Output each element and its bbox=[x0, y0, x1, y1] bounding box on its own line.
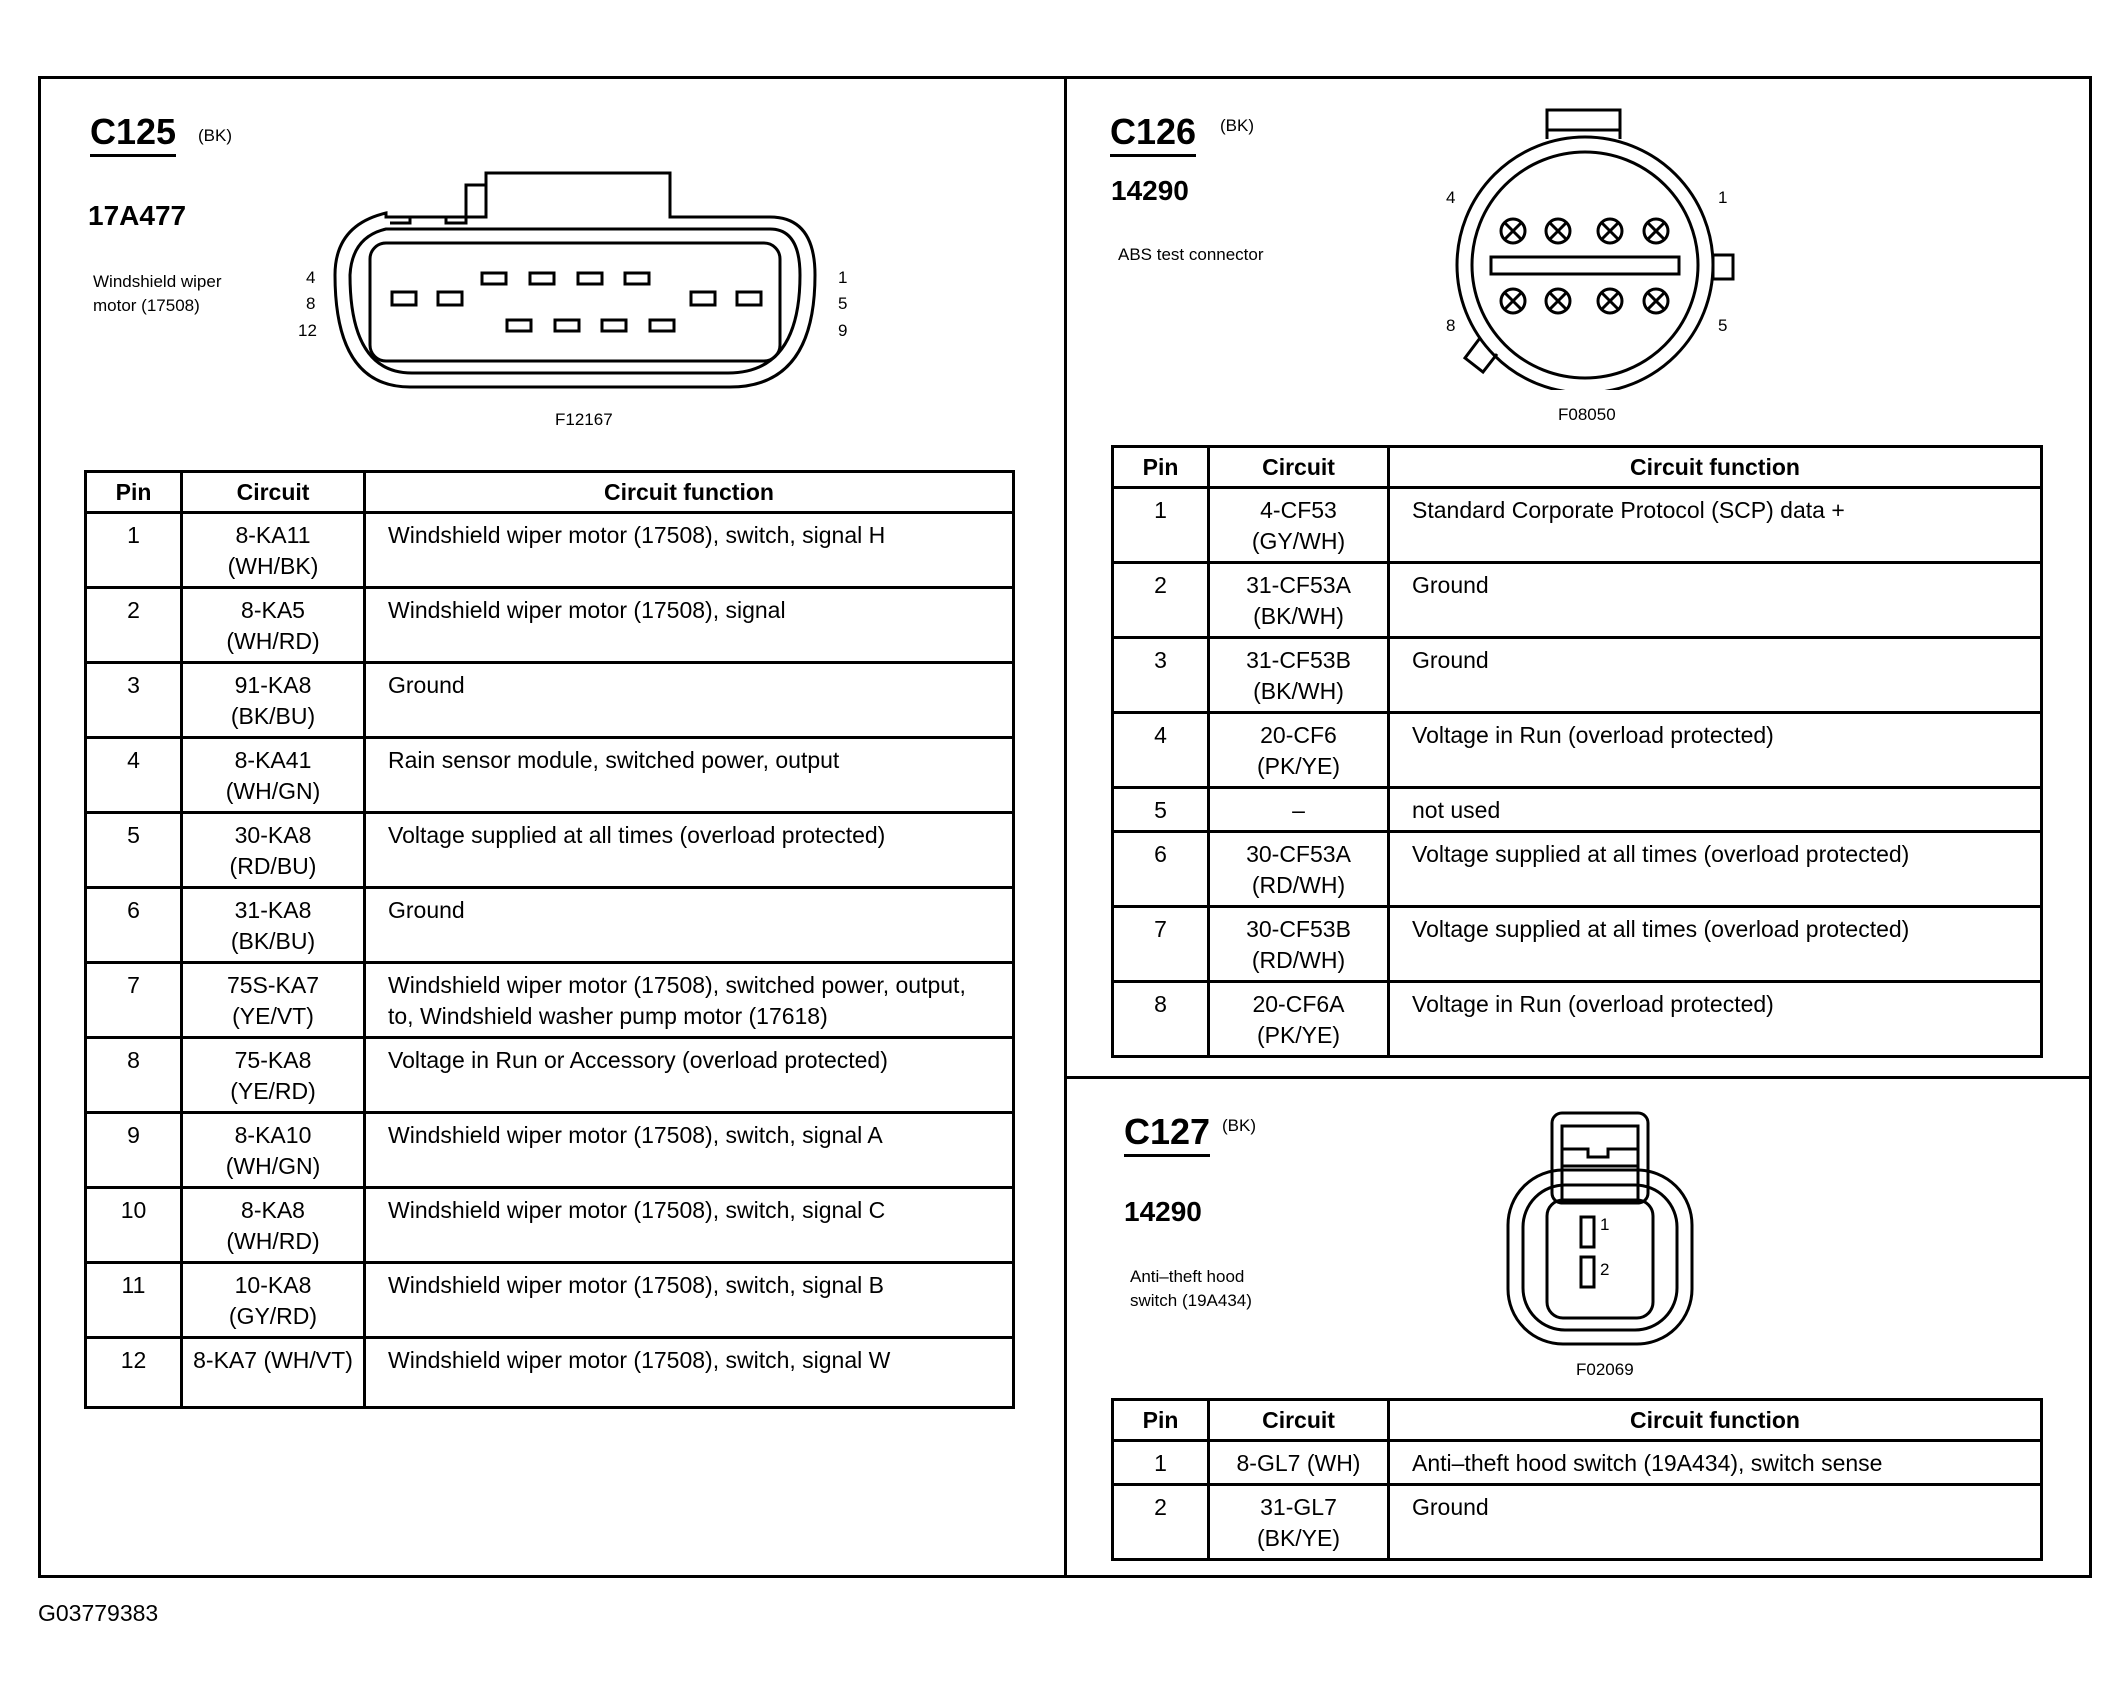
c125-pin-table bbox=[84, 470, 1015, 1409]
circuit-line: (RD/WH) bbox=[1251, 872, 1346, 898]
c127-pin-label-1: 1 bbox=[1600, 1215, 1610, 1234]
circuit-cell bbox=[1209, 1485, 1389, 1560]
circuit-line: (RD/WH) bbox=[1251, 947, 1346, 973]
pin-cell: 2 bbox=[1113, 563, 1209, 638]
circuit-line: (GY/WH) bbox=[1251, 528, 1346, 554]
pin-cell: 11 bbox=[86, 1263, 182, 1338]
c125-title: C125 bbox=[90, 112, 176, 157]
pin-cell: 7 bbox=[1113, 907, 1209, 982]
circuit-function-line: Voltage in Run (overload protected) bbox=[1412, 991, 1774, 1017]
c125-pin-label-9: 9 bbox=[838, 321, 848, 340]
circuit-function-line: Windshield wiper motor (17508), switch, signal H bbox=[388, 522, 886, 548]
table-row bbox=[1113, 1441, 2042, 1485]
pin-cell: 12 bbox=[86, 1338, 182, 1408]
c127-pin-table bbox=[1111, 1398, 2043, 1561]
circuit-function-cell bbox=[365, 513, 1014, 588]
circuit-line: 8-KA11 bbox=[235, 522, 311, 548]
circuit-line: (RD/BU) bbox=[229, 853, 317, 879]
circuit-line: (GY/RD) bbox=[228, 1303, 318, 1329]
c126-description bbox=[1118, 243, 1264, 267]
vertical-divider bbox=[1064, 76, 1067, 1578]
circuit-function-cell bbox=[1389, 1441, 2042, 1485]
c127-pin-label-2: 2 bbox=[1600, 1260, 1610, 1279]
circuit-cell bbox=[1209, 907, 1389, 982]
circuit-function-cell bbox=[1389, 982, 2042, 1057]
circuit-cell bbox=[1209, 1441, 1389, 1485]
circuit-cell bbox=[182, 888, 365, 963]
table-row bbox=[86, 813, 1014, 888]
circuit-function-cell bbox=[1389, 788, 2042, 832]
circuit-header: Circuit bbox=[182, 472, 365, 513]
circuit-function-cell bbox=[1389, 563, 2042, 638]
circuit-function-line: Ground bbox=[388, 672, 465, 698]
circuit-line: – bbox=[1292, 797, 1305, 823]
table-row bbox=[86, 738, 1014, 813]
table-row bbox=[1113, 907, 2042, 982]
c125-pin-label-5: 5 bbox=[838, 294, 848, 313]
circuit-function-line: Windshield wiper motor (17508), switch, signal C bbox=[388, 1197, 886, 1223]
c126-pin-label-5: 5 bbox=[1718, 316, 1728, 335]
circuit-line: (BK/BU) bbox=[230, 703, 316, 729]
pin-cell: 10 bbox=[86, 1188, 182, 1263]
circuit-cell bbox=[182, 813, 365, 888]
circuit-function-header: Circuit function bbox=[365, 472, 1014, 513]
circuit-line: (YE/RD) bbox=[230, 1078, 316, 1104]
c126-pin-label-1: 1 bbox=[1718, 188, 1728, 207]
table-row bbox=[86, 963, 1014, 1038]
circuit-function-cell bbox=[1389, 638, 2042, 713]
table-row bbox=[1113, 563, 2042, 638]
circuit-function-cell bbox=[1389, 488, 2042, 563]
pin-cell: 8 bbox=[1113, 982, 1209, 1057]
pin-cell: 7 bbox=[86, 963, 182, 1038]
table-row bbox=[1113, 982, 2042, 1057]
circuit-line: (BK/WH) bbox=[1253, 678, 1344, 704]
circuit-function-header: Circuit function bbox=[1389, 1400, 2042, 1441]
circuit-function-cell bbox=[1389, 832, 2042, 907]
table-row bbox=[1113, 1485, 2042, 1560]
pin-cell: 6 bbox=[1113, 832, 1209, 907]
pin-cell: 3 bbox=[1113, 638, 1209, 713]
pin-cell: 1 bbox=[1113, 488, 1209, 563]
pin-header: Pin bbox=[1113, 447, 1209, 488]
pin-cell: 3 bbox=[86, 663, 182, 738]
circuit-function-cell bbox=[365, 663, 1014, 738]
circuit-line: (BK/WH) bbox=[1253, 603, 1344, 629]
circuit-function-cell bbox=[365, 1038, 1014, 1113]
circuit-line: (PK/YE) bbox=[1256, 753, 1341, 779]
circuit-function-line: Voltage in Run (overload protected) bbox=[1412, 722, 1774, 748]
circuit-line: (BK/YE) bbox=[1256, 1525, 1341, 1551]
table-row bbox=[86, 588, 1014, 663]
circuit-function-line: Rain sensor module, switched power, output bbox=[388, 747, 840, 773]
c125-table-header-row bbox=[86, 472, 1014, 513]
c126-table-header-row bbox=[1113, 447, 2042, 488]
table-row bbox=[1113, 713, 2042, 788]
c125-color: (BK) bbox=[198, 126, 232, 145]
circuit-header: Circuit bbox=[1209, 447, 1389, 488]
table-row bbox=[1113, 638, 2042, 713]
circuit-line: 31-CF53A bbox=[1246, 572, 1351, 598]
c127-table-header-row bbox=[1113, 1400, 2042, 1441]
circuit-cell bbox=[182, 1113, 365, 1188]
circuit-line: 30-KA8 bbox=[234, 822, 312, 848]
pin-cell: 8 bbox=[86, 1038, 182, 1113]
circuit-cell bbox=[1209, 563, 1389, 638]
circuit-line: (WH/RD) bbox=[226, 1228, 320, 1254]
circuit-function-line: Standard Corporate Protocol (SCP) data + bbox=[1412, 497, 1845, 523]
circuit-function-header: Circuit function bbox=[1389, 447, 2042, 488]
pin-cell: 6 bbox=[86, 888, 182, 963]
circuit-line: (BK/BU) bbox=[230, 928, 316, 954]
circuit-line: 20-CF6A bbox=[1252, 991, 1345, 1017]
circuit-function-line: Ground bbox=[388, 897, 465, 923]
c127-description-line2: switch (19A434) bbox=[1130, 1291, 1252, 1310]
circuit-function-line: not used bbox=[1412, 797, 1501, 823]
circuit-line: 31-CF53B bbox=[1246, 647, 1351, 673]
horizontal-divider bbox=[1064, 1076, 2092, 1079]
circuit-line: 8-GL7 (WH) bbox=[1236, 1450, 1361, 1476]
circuit-line: 31-GL7 bbox=[1260, 1494, 1337, 1520]
circuit-function-cell bbox=[1389, 1485, 2042, 1560]
circuit-line: (PK/YE) bbox=[1256, 1022, 1341, 1048]
pin-cell: 5 bbox=[86, 813, 182, 888]
circuit-function-line: Ground bbox=[1412, 572, 1489, 598]
circuit-function-cell bbox=[365, 813, 1014, 888]
circuit-cell bbox=[1209, 788, 1389, 832]
circuit-cell bbox=[182, 513, 365, 588]
circuit-line: (WH/GN) bbox=[225, 1153, 321, 1179]
pin-cell: 9 bbox=[86, 1113, 182, 1188]
circuit-line: 30-CF53A bbox=[1246, 841, 1351, 867]
circuit-function-line: Anti–theft hood switch (19A434), switch sense bbox=[1412, 1450, 1883, 1476]
circuit-function-line: Windshield wiper motor (17508), switch, signal W bbox=[388, 1347, 891, 1373]
table-row bbox=[1113, 788, 2042, 832]
pin-cell: 4 bbox=[86, 738, 182, 813]
circuit-header: Circuit bbox=[1209, 1400, 1389, 1441]
table-row bbox=[86, 888, 1014, 963]
pin-cell: 4 bbox=[1113, 713, 1209, 788]
circuit-cell bbox=[182, 1263, 365, 1338]
pin-cell: 1 bbox=[86, 513, 182, 588]
c125-pin-label-1: 1 bbox=[838, 268, 848, 287]
document-id: G03779383 bbox=[38, 1600, 159, 1626]
circuit-function-line: Windshield wiper motor (17508), switch, signal A bbox=[388, 1122, 883, 1148]
table-row bbox=[86, 1113, 1014, 1188]
circuit-cell bbox=[1209, 982, 1389, 1057]
c127-color: (BK) bbox=[1222, 1116, 1256, 1135]
circuit-cell bbox=[182, 1038, 365, 1113]
circuit-function-cell bbox=[365, 1338, 1014, 1408]
table-row bbox=[86, 1038, 1014, 1113]
circuit-line: 31-KA8 bbox=[234, 897, 312, 923]
table-row bbox=[1113, 488, 2042, 563]
table-row bbox=[86, 1263, 1014, 1338]
table-row bbox=[86, 663, 1014, 738]
circuit-line: 75S-KA7 bbox=[226, 972, 320, 998]
circuit-line: (WH/GN) bbox=[225, 778, 321, 804]
c127-figure-id: F02069 bbox=[1576, 1360, 1634, 1379]
circuit-line: 20-CF6 bbox=[1260, 722, 1337, 748]
c125-description bbox=[93, 270, 222, 318]
c126-pin-table bbox=[1111, 445, 2043, 1058]
circuit-function-line: Windshield wiper motor (17508), signal bbox=[388, 597, 786, 623]
circuit-cell bbox=[182, 1338, 365, 1408]
circuit-line: (WH/BK) bbox=[227, 553, 319, 579]
circuit-function-line: Voltage supplied at all times (overload protected) bbox=[388, 822, 886, 848]
table-row bbox=[86, 1188, 1014, 1263]
circuit-line: (YE/VT) bbox=[232, 1003, 314, 1029]
circuit-cell bbox=[182, 963, 365, 1038]
circuit-function-cell bbox=[365, 1188, 1014, 1263]
pin-cell: 1 bbox=[1113, 1441, 1209, 1485]
pin-cell: 5 bbox=[1113, 788, 1209, 832]
circuit-line: 8-KA41 bbox=[234, 747, 312, 773]
c126-connector-drawing bbox=[1455, 100, 1745, 390]
circuit-function-cell bbox=[365, 1263, 1014, 1338]
circuit-line: 8-KA7 (WH/VT) bbox=[193, 1347, 353, 1373]
circuit-function-cell bbox=[365, 1113, 1014, 1188]
circuit-function-line: Ground bbox=[1412, 647, 1489, 673]
c126-pin-label-8: 8 bbox=[1446, 316, 1456, 335]
circuit-function-cell bbox=[365, 588, 1014, 663]
circuit-cell bbox=[1209, 638, 1389, 713]
circuit-function-line: Voltage supplied at all times (overload protected) bbox=[1412, 916, 1910, 942]
table-row bbox=[86, 513, 1014, 588]
circuit-line: 8-KA10 bbox=[234, 1122, 312, 1148]
circuit-function-line: Windshield wiper motor (17508), switch, signal B bbox=[388, 1272, 884, 1298]
c125-pin-label-4: 4 bbox=[306, 268, 316, 287]
circuit-line: (WH/RD) bbox=[226, 628, 320, 654]
c126-title: C126 bbox=[1110, 112, 1196, 157]
c125-connector-drawing bbox=[320, 165, 830, 395]
c125-description-line2: motor (17508) bbox=[93, 296, 200, 315]
c126-color: (BK) bbox=[1220, 116, 1254, 135]
c125-pin-label-8: 8 bbox=[306, 294, 316, 313]
c125-part-number: 17A477 bbox=[88, 200, 187, 231]
circuit-function-cell bbox=[365, 888, 1014, 963]
circuit-line: 10-KA8 bbox=[234, 1272, 312, 1298]
circuit-line: 75-KA8 bbox=[234, 1047, 312, 1073]
circuit-cell bbox=[182, 588, 365, 663]
c126-description-line1: ABS test connector bbox=[1118, 245, 1264, 264]
c126-figure-id: F08050 bbox=[1558, 405, 1616, 424]
c126-part-number: 14290 bbox=[1111, 175, 1189, 206]
pin-header: Pin bbox=[1113, 1400, 1209, 1441]
circuit-cell bbox=[1209, 713, 1389, 788]
c125-figure-id: F12167 bbox=[555, 410, 613, 429]
c125-description-line1: Windshield wiper bbox=[93, 272, 222, 291]
circuit-line: 4-CF53 bbox=[1260, 497, 1337, 523]
circuit-line: 8-KA5 bbox=[241, 597, 305, 623]
circuit-function-cell bbox=[1389, 713, 2042, 788]
circuit-function-line: Voltage supplied at all times (overload protected) bbox=[1412, 841, 1910, 867]
c125-pin-label-12: 12 bbox=[298, 321, 317, 340]
c127-connector-drawing bbox=[1505, 1110, 1695, 1350]
pin-cell: 2 bbox=[86, 588, 182, 663]
table-row bbox=[1113, 832, 2042, 907]
circuit-function-line: Windshield wiper motor (17508), switched power, output, bbox=[388, 972, 966, 998]
circuit-cell bbox=[182, 1188, 365, 1263]
circuit-function-line: Voltage in Run or Accessory (overload protected) bbox=[388, 1047, 888, 1073]
circuit-function-cell bbox=[365, 738, 1014, 813]
circuit-function-line: Ground bbox=[1412, 1494, 1489, 1520]
circuit-line: 8-KA8 bbox=[241, 1197, 305, 1223]
circuit-cell bbox=[182, 663, 365, 738]
circuit-cell bbox=[1209, 488, 1389, 563]
c127-part-number: 14290 bbox=[1124, 1196, 1202, 1227]
circuit-cell bbox=[182, 738, 365, 813]
c126-pin-label-4: 4 bbox=[1446, 188, 1456, 207]
circuit-line: 91-KA8 bbox=[234, 672, 312, 698]
circuit-function-cell bbox=[1389, 907, 2042, 982]
circuit-function-line: to, Windshield washer pump motor (17618) bbox=[388, 1003, 828, 1029]
pin-cell: 2 bbox=[1113, 1485, 1209, 1560]
c127-description-line1: Anti–theft hood bbox=[1130, 1267, 1245, 1286]
circuit-function-cell bbox=[365, 963, 1014, 1038]
c127-description bbox=[1130, 1265, 1252, 1313]
circuit-cell bbox=[1209, 832, 1389, 907]
pin-header: Pin bbox=[86, 472, 182, 513]
circuit-line: 30-CF53B bbox=[1246, 916, 1351, 942]
table-row bbox=[86, 1338, 1014, 1408]
c127-title: C127 bbox=[1124, 1112, 1210, 1157]
